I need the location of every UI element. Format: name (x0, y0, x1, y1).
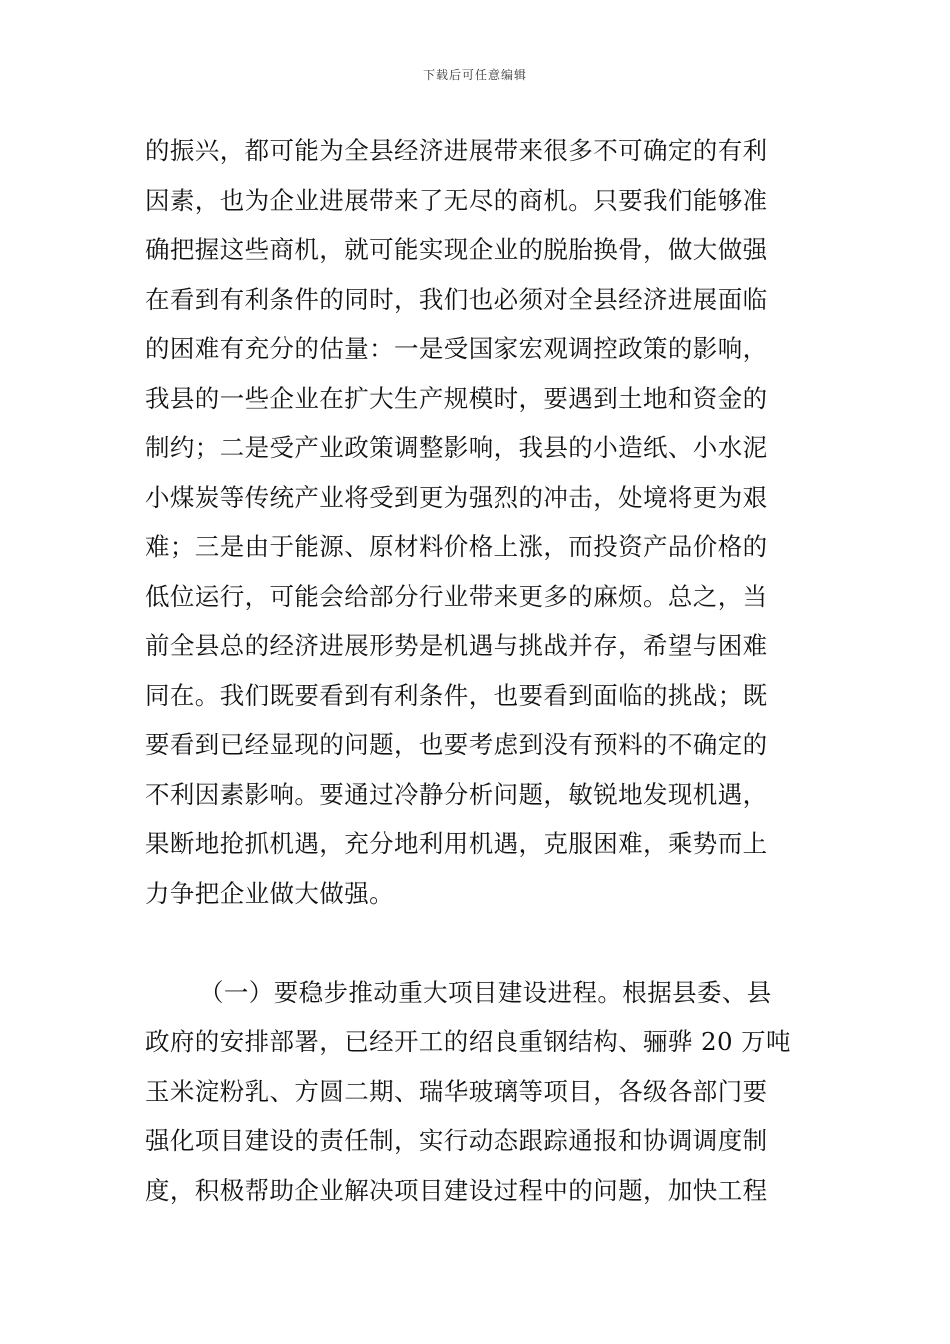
text-line: （一）要稳步推动重大项目建设进程。根据县委、县 (199, 977, 772, 1007)
text-line: 同在。我们既要看到有利条件，也要看到面临的挑战；既 (145, 680, 768, 710)
text-line: 强化项目建设的责任制，实行动态跟踪通报和协调调度制 (145, 1126, 768, 1155)
text-line: 力争把企业做大做强。 (145, 878, 394, 908)
text-line: 低位运行，可能会给部分行业带来更多的麻烦。总之，当 (145, 581, 768, 611)
page-header: 下载后可任意编辑 (422, 68, 527, 82)
text-line: 果断地抢抓机遇，充分地利用机遇，克服困难，乘势而上 (145, 829, 768, 858)
paragraph-1 (145, 126, 825, 918)
text-line: 的振兴，都可能为全县经济进展带来很多不可确定的有利 (145, 136, 768, 165)
text-line: 玉米淀粉乳、方圆二期、瑞华玻璃等项目，各级各部门要 (145, 1076, 768, 1106)
text-line: 小煤炭等传统产业将受到更为强烈的冲击，处境将更为艰 (145, 482, 768, 512)
text-line: 因素，也为企业进展带来了无尽的商机。只要我们能够准 (145, 185, 768, 215)
text-line: 难；三是由于能源、原材料价格上涨，而投资产品价格的 (145, 532, 768, 561)
paragraph-2 (145, 968, 825, 1216)
text-line: 确把握这些商机，就可能实现企业的脱胎换骨，做大做强 (145, 235, 768, 264)
text-line: 在看到有利条件的同时，我们也必须对全县经济进展面临 (145, 284, 768, 314)
text-line: 制约；二是受产业政策调整影响，我县的小造纸、小水泥 (145, 433, 768, 462)
text-line: 度，积极帮助企业解决项目建设过程中的问题，加快工程 (145, 1175, 768, 1205)
text-line: 的困难有充分的估量：一是受国家宏观调控政策的影响， (145, 334, 768, 363)
text-line: 我县的一些企业在扩大生产规模时，要遇到土地和资金的 (145, 383, 768, 413)
paragraph-gap (145, 918, 825, 968)
document-body (145, 126, 825, 1215)
text-line: 不利因素影响。要通过冷静分析问题，敏锐地发现机遇， (145, 779, 768, 809)
text-line: 前全县总的经济进展形势是机遇与挑战并存，希望与困难 (145, 631, 768, 660)
text-line: 要看到已经显现的问题，也要考虑到没有预料的不确定的 (145, 730, 768, 759)
text-line: 政府的安排部署，已经开工的绍良重钢结构、骊骅 20 万吨 (145, 1027, 791, 1056)
